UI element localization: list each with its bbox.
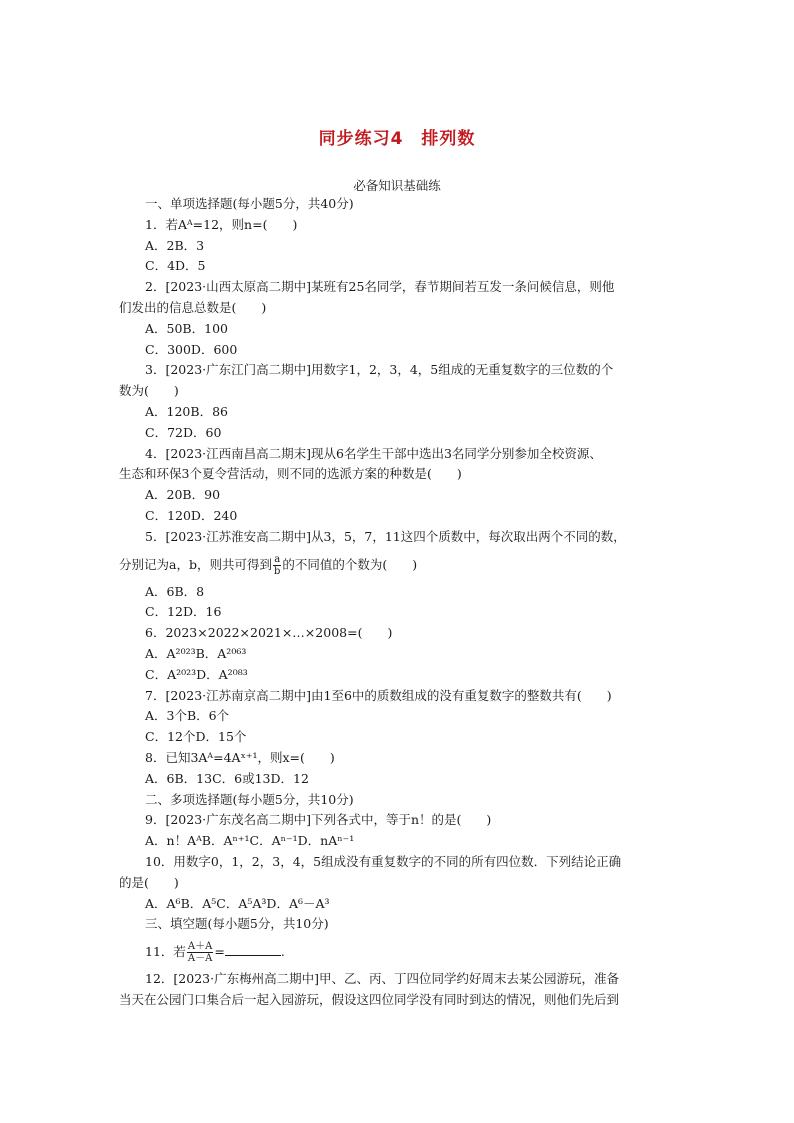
question-5-text-a: 分别记为a，b，则共可得到 (119, 556, 272, 572)
question-2-line-1: 2．[2023·山西太原高二期中]某班有25名同学，春节期间若互发一条问候信息，则他 (145, 279, 615, 295)
section-heading: 必备知识基础练 (353, 178, 441, 193)
question-6-options-ab: A．A²⁰²³B．A²⁰⁶³ (145, 645, 247, 661)
question-5-line-2 (119, 548, 679, 582)
section-one-heading: 一、单项选择题(每小题5分，共40分) (145, 196, 354, 211)
question-1-options-ab: A．2B．3 (145, 237, 205, 253)
question-10-options: A．A⁶B．A⁵C．A⁵A³D．A⁶－A³ (145, 895, 330, 911)
section-three-heading: 三、填空题(每小题5分，共10分) (145, 916, 329, 932)
fraction-denominator: b (273, 565, 281, 577)
question-11-fraction (187, 941, 213, 964)
fraction-numerator: a (274, 553, 281, 565)
question-5-options-cd: C．12D．16 (145, 604, 222, 620)
question-9-options: A．n！AᴬB．Aⁿ⁺¹C．Aⁿ⁻¹D．nAⁿ⁻¹ (145, 833, 355, 849)
question-5-line-1: 5．[2023·江苏淮安高二期中]从3，5，7，11这四个质数中，每次取出两个不同的数， (145, 528, 626, 544)
question-3-options-ab: A．120B．86 (145, 403, 228, 419)
question-12-line-1: 12．[2023·广东梅州高二期中]甲、乙、丙、丁四位同学约好周末去某公园游玩，准备 (145, 971, 619, 987)
question-11-prefix: 11．若 (145, 944, 186, 960)
question-10-line-1: 10．用数字0，1，2，3，4，5组成没有重复数字的不同的所有四位数．下列结论正确 (145, 853, 622, 869)
question-12-line-2: 当天在公园门口集合后一起入园游玩，假设这四位同学没有同时到达的情况，则他们先后到 (119, 991, 620, 1007)
question-2-options-cd: C．300D．600 (145, 341, 238, 357)
answer-blank[interactable] (225, 943, 281, 956)
question-9: 9．[2023·广东茂名高二期中]下列各式中，等于n！的是( ) (145, 812, 492, 828)
question-3-line-1: 3．[2023·广东江门高二期中]用数字1，2，3，4，5组成的无重复数字的三位数的个 (145, 362, 614, 378)
question-7-options-cd: C．12个D．15个 (145, 729, 247, 745)
question-3-options-cd: C．72D．60 (145, 424, 222, 440)
question-1: 1．若Aᴬ=12，则n=( ) (145, 216, 298, 232)
question-2-line-2: 们发出的信息总数是( ) (119, 299, 267, 315)
question-5-options-ab: A．6B．8 (145, 583, 205, 599)
question-11-numerator: A＋A (187, 941, 213, 953)
question-6: 6．2023×2022×2021×…×2008=( ) (145, 625, 393, 641)
section-two-heading: 二、多项选择题(每小题5分，共10分) (145, 791, 354, 807)
question-11-period: . (280, 944, 285, 960)
question-11-equals: = (214, 944, 225, 960)
question-10-line-2: 的是( ) (119, 874, 179, 890)
question-5-text-b: 的不同值的个数为( ) (282, 556, 418, 572)
question-1-options-cd: C．4D．5 (145, 258, 206, 274)
question-4-options-cd: C．120D．240 (145, 507, 238, 523)
question-8: 8．已知3Aᴬ=4Aˣ⁺¹，则x=( ) (145, 749, 335, 765)
question-8-options: A．6B．13C．6或13D．12 (145, 770, 309, 786)
question-4-line-1: 4．[2023·江西南昌高二期末]现从6名学生干部中选出3名同学分别参加全校资源、 (145, 445, 602, 461)
question-2-options-ab: A．50B．100 (145, 320, 228, 336)
question-3-line-2: 数为( ) (119, 383, 179, 399)
question-6-options-cd: C．A²⁰²³D．A²⁰⁸³ (145, 666, 248, 682)
question-4-options-ab: A．20B．90 (145, 487, 221, 503)
question-4-line-2: 生态和环保3个夏令营活动，则不同的选派方案的种数是( ) (119, 466, 462, 482)
question-7-options-ab: A．3个B．6个 (145, 708, 230, 724)
question-11 (119, 935, 679, 969)
question-11-denominator: A－A (187, 953, 213, 965)
question-7: 7．[2023·江苏南京高二期中]由1至6中的质数组成的没有重复数字的整数共有( ) (145, 687, 612, 703)
page-title: 同步练习4 排列数 (318, 129, 476, 149)
fraction-a-over-b (273, 554, 281, 577)
exercise-content (119, 194, 679, 1011)
